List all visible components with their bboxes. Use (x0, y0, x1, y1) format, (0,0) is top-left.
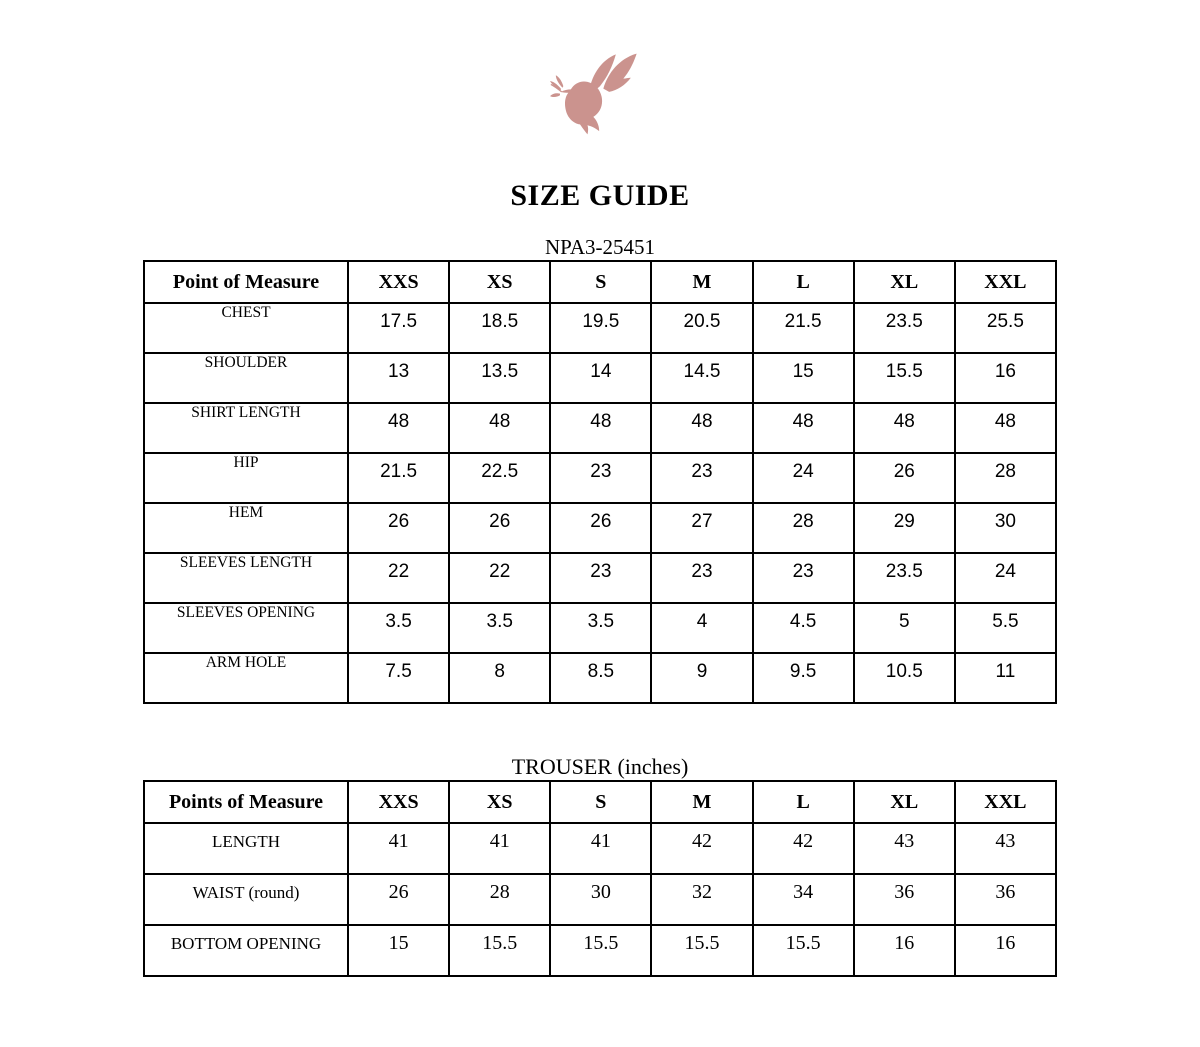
size-value: 22.5 (449, 453, 550, 503)
size-value: 48 (550, 403, 651, 453)
size-value: 11 (955, 653, 1056, 703)
brand-logo (0, 0, 1200, 143)
size-value: 15.5 (550, 925, 651, 976)
size-value: 48 (348, 403, 449, 453)
size-value: 23 (753, 553, 854, 603)
table-row-hem (144, 503, 1056, 553)
table-row-hip (144, 453, 1056, 503)
size-value: 5.5 (955, 603, 1056, 653)
table-row-length (144, 823, 1056, 874)
size-value: 15 (348, 925, 449, 976)
dove-logo-icon (550, 50, 650, 138)
size-value: 23.5 (854, 553, 955, 603)
size-value: 15.5 (651, 925, 752, 976)
measure-label: SHIRT LENGTH (144, 403, 348, 453)
size-value: 21.5 (753, 303, 854, 353)
table-row-shoulder (144, 353, 1056, 403)
measure-label: ARM HOLE (144, 653, 348, 703)
measure-label: SLEEVES OPENING (144, 603, 348, 653)
size-value: 43 (955, 823, 1056, 874)
size-value: 16 (955, 925, 1056, 976)
page-title: SIZE GUIDE (510, 179, 690, 212)
size-value: 14 (550, 353, 651, 403)
column-header-xxs: XXS (348, 261, 449, 303)
size-value: 15 (753, 353, 854, 403)
size-value: 30 (550, 874, 651, 925)
size-value: 23 (550, 453, 651, 503)
size-value: 9 (651, 653, 752, 703)
size-value: 24 (753, 453, 854, 503)
trouser-table-header-row (144, 781, 1056, 823)
shirt-table-header-row (144, 261, 1056, 303)
column-header-m: M (651, 781, 752, 823)
size-value: 42 (651, 823, 752, 874)
size-value: 48 (955, 403, 1056, 453)
size-value: 15.5 (753, 925, 854, 976)
measure-label: LENGTH (144, 823, 348, 874)
size-value: 36 (854, 874, 955, 925)
column-header-xl: XL (854, 781, 955, 823)
column-header-m: M (651, 261, 752, 303)
size-value: 8.5 (550, 653, 651, 703)
size-value: 26 (449, 503, 550, 553)
size-value: 23 (651, 553, 752, 603)
size-value: 17.5 (348, 303, 449, 353)
measure-label: HIP (144, 453, 348, 503)
trouser-size-table (143, 780, 1057, 977)
size-value: 48 (854, 403, 955, 453)
table-row-sleeves-opening (144, 603, 1056, 653)
table-row-bottom-opening (144, 925, 1056, 976)
size-value: 15.5 (449, 925, 550, 976)
size-value: 22 (348, 553, 449, 603)
measure-label: CHEST (144, 303, 348, 353)
size-value: 25.5 (955, 303, 1056, 353)
column-header-xs: XS (449, 781, 550, 823)
size-value: 18.5 (449, 303, 550, 353)
size-value: 16 (955, 353, 1056, 403)
column-header-s: S (550, 261, 651, 303)
column-header-xs: XS (449, 261, 550, 303)
size-value: 4 (651, 603, 752, 653)
size-value: 5 (854, 603, 955, 653)
column-header-l: L (753, 781, 854, 823)
size-value: 4.5 (753, 603, 854, 653)
size-value: 32 (651, 874, 752, 925)
table-row-arm-hole (144, 653, 1056, 703)
size-value: 19.5 (550, 303, 651, 353)
size-value: 20.5 (651, 303, 752, 353)
size-value: 27 (651, 503, 752, 553)
size-value: 43 (854, 823, 955, 874)
column-header-xxl: XXL (955, 261, 1056, 303)
size-value: 29 (854, 503, 955, 553)
shirt-size-table (143, 260, 1057, 704)
size-value: 16 (854, 925, 955, 976)
size-value: 3.5 (550, 603, 651, 653)
size-value: 13 (348, 353, 449, 403)
size-value: 15.5 (854, 353, 955, 403)
size-value: 13.5 (449, 353, 550, 403)
size-value: 8 (449, 653, 550, 703)
column-header-s: S (550, 781, 651, 823)
column-header-xl: XL (854, 261, 955, 303)
size-value: 42 (753, 823, 854, 874)
size-value: 28 (449, 874, 550, 925)
size-value: 26 (348, 503, 449, 553)
size-value: 23.5 (854, 303, 955, 353)
measure-label: SLEEVES LENGTH (144, 553, 348, 603)
size-value: 26 (348, 874, 449, 925)
measure-label: BOTTOM OPENING (144, 925, 348, 976)
size-value: 3.5 (348, 603, 449, 653)
size-value: 14.5 (651, 353, 752, 403)
column-header-l: L (753, 261, 854, 303)
size-value: 3.5 (449, 603, 550, 653)
column-header-point-of-measure: Point of Measure (144, 261, 348, 303)
size-value: 10.5 (854, 653, 955, 703)
size-value: 26 (854, 453, 955, 503)
table-row-waist (144, 874, 1056, 925)
column-header-points-of-measure: Points of Measure (144, 781, 348, 823)
size-value: 23 (651, 453, 752, 503)
size-value: 36 (955, 874, 1056, 925)
size-value: 41 (550, 823, 651, 874)
size-value: 28 (753, 503, 854, 553)
table-row-sleeves-length (144, 553, 1056, 603)
size-value: 41 (348, 823, 449, 874)
size-value: 24 (955, 553, 1056, 603)
size-value: 48 (449, 403, 550, 453)
column-header-xxl: XXL (955, 781, 1056, 823)
column-header-xxs: XXS (348, 781, 449, 823)
size-value: 22 (449, 553, 550, 603)
measure-label: SHOULDER (144, 353, 348, 403)
size-value: 7.5 (348, 653, 449, 703)
size-value: 9.5 (753, 653, 854, 703)
size-value: 48 (753, 403, 854, 453)
size-value: 28 (955, 453, 1056, 503)
size-value: 41 (449, 823, 550, 874)
size-value: 34 (753, 874, 854, 925)
measure-label: HEM (144, 503, 348, 553)
size-value: 21.5 (348, 453, 449, 503)
style-code: NPA3-25451 (544, 235, 656, 259)
size-value: 23 (550, 553, 651, 603)
size-value: 48 (651, 403, 752, 453)
measure-label: WAIST (round) (144, 874, 348, 925)
size-value: 26 (550, 503, 651, 553)
table-row-shirt-length (144, 403, 1056, 453)
size-value: 30 (955, 503, 1056, 553)
trouser-section-heading: TROUSER (inches) (511, 754, 689, 779)
table-row-chest (144, 303, 1056, 353)
